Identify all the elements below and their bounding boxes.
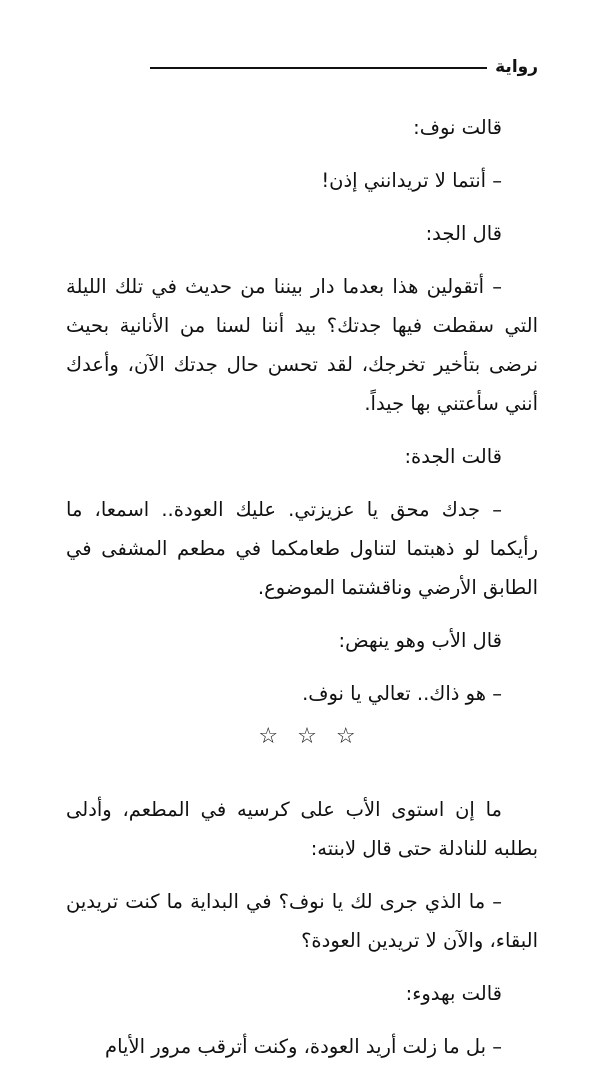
header-title: رواية (495, 57, 538, 77)
section-separator-stars: ☆ ☆ ☆ (258, 724, 362, 749)
running-header (150, 52, 538, 82)
paragraph-father-said: قال الأب وهو ينهض: (338, 629, 502, 652)
paragraph-grandmother-line: – جدك محق يا عزيزتي. عليك العودة.. اسمعا، ما رأيكما لو ذهبتما لتناول طعامكما في مطعم المشفى في الطابق الأرضي وناقشتما الموضوع. (66, 498, 538, 599)
paragraph-grandmother-said: قالت الجدة: (404, 445, 502, 468)
paragraph-father-question: – ما الذي جرى لك يا نوف؟ في البداية ما كنت تريدين البقاء، والآن لا تريدين العودة؟ (66, 890, 538, 952)
paragraph-nouf-said: قالت نوف: (413, 116, 502, 139)
paragraph-nouf-line: – أنتما لا تريدانني إذن! (321, 169, 502, 192)
body-text (66, 108, 538, 1066)
paragraph-nouf-answer: – بل ما زلت أريد العودة، وكنت أترقب مرور الأيام (105, 1035, 502, 1058)
paragraph-father-line: – هو ذاك.. تعالي يا نوف. (302, 682, 502, 705)
paragraph-restaurant: ما إن استوى الأب على كرسيه في المطعم، وأدلى بطلبه للنادلة حتى قال لابنته: (66, 798, 538, 860)
paragraph-grandfather-line: – أتقولين هذا بعدما دار بيننا من حديث في تلك الليلة التي سقطت فيها جدتك؟ بيد أننا لسنا من الأنانية بحيث نرضى بتأخير تخرجك، لقد تحسن حال جدتك الآن، وأعدك أنني سأعتني بها جيداً. (66, 275, 538, 415)
paragraph-she-said-calmly: قالت بهدوء: (405, 982, 502, 1005)
header-rule (150, 67, 487, 69)
paragraph-grandfather-said: قال الجد: (425, 222, 502, 245)
